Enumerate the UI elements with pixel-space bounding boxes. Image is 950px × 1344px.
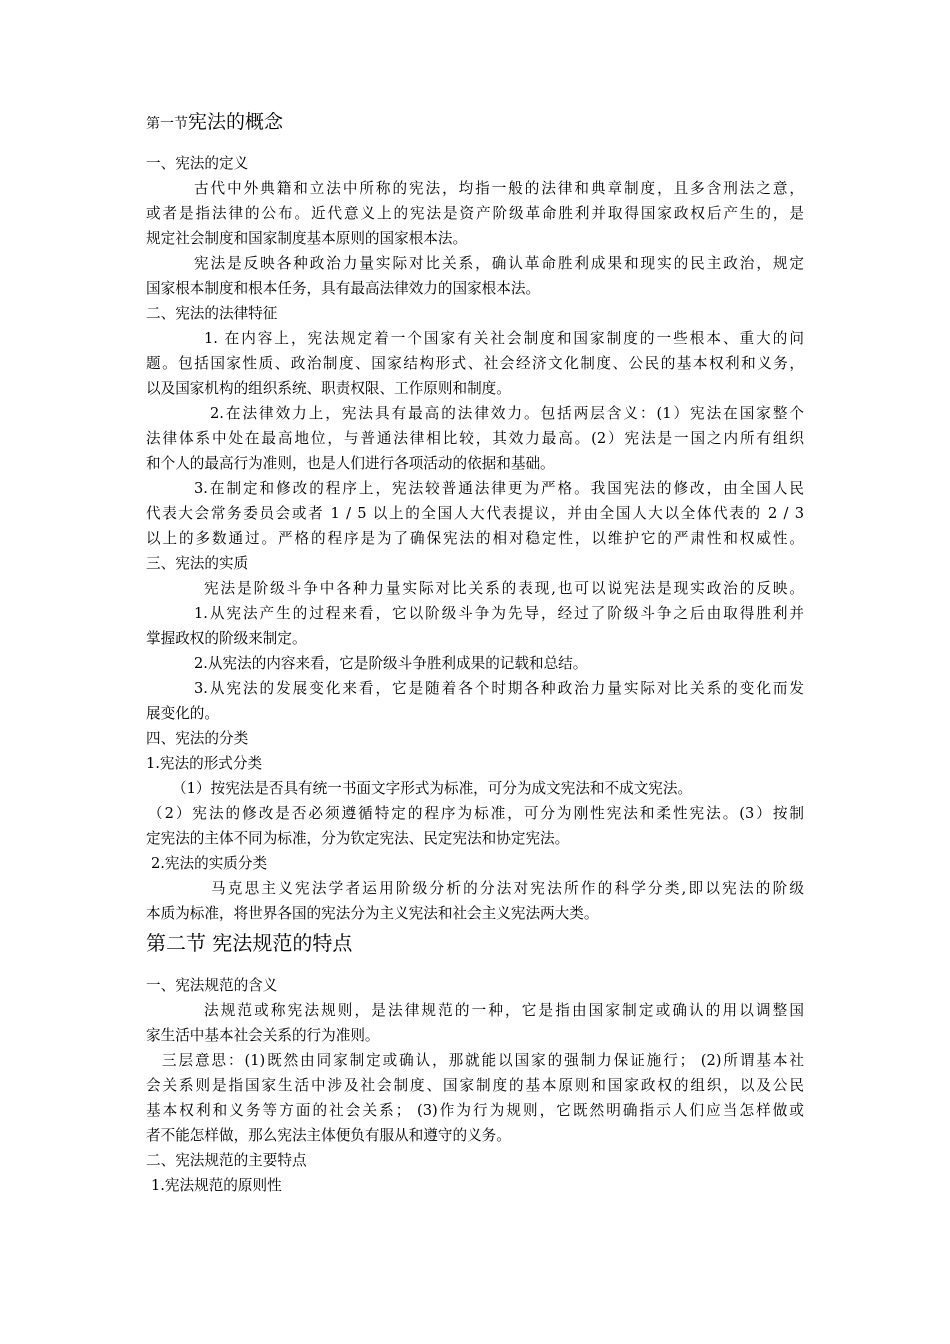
paragraph-line: 基本权利和义务等方面的社会关系； (3)作为行为规则，它既然明确指示人们应当怎样做或	[146, 1102, 804, 1119]
heading-norm-features: 二、宪法规范的主要特点	[146, 1152, 307, 1169]
section-1-title	[146, 108, 283, 138]
paragraph-line: 或者是指法律的公布。近代意义上的宪法是资产阶级革命胜利并取得国家政权后产生的，是	[146, 205, 804, 222]
paragraph-line: 2.从宪法的内容来看，它是阶级斗争胜利成果的记载和总结。	[194, 655, 588, 672]
paragraph-line: 以及国家机构的组织系统、职责权限、工作原则和制度。	[146, 380, 511, 397]
paragraph-line: 定宪法的主体不同为标准，分为钦定宪法、民定宪法和协定宪法。	[146, 830, 570, 847]
paragraph-line: 宪法是反映各种政治力量实际对比关系，确认革命胜利成果和现实的民主政治，规定	[194, 255, 804, 272]
subheading-principle: 1.宪法规范的原则性	[151, 1177, 282, 1194]
paragraph-line: 3.从宪法的发展变化来看，它是随着各个时期各种政治力量实际对比关系的变化而发	[194, 680, 804, 697]
paragraph-line: 规定社会制度和国家制度基本原则的国家根本法。	[146, 230, 468, 247]
paragraph-line: 本质为标准，将世界各国的宪法分为主义宪法和社会主义宪法两大类。	[146, 905, 599, 922]
paragraph-line: 1.从宪法产生的过程来看，它以阶级斗争为先导，经过了阶级斗争之后由取得胜利并	[194, 605, 804, 622]
paragraph-line: （1）按宪法是否具有统一书面文字形式为标准，可分为成文宪法和不成文宪法。	[172, 780, 693, 797]
heading-norm-meaning: 一、宪法规范的含义	[146, 977, 278, 994]
paragraph-line: 法规范或称宪法规则，是法律规范的一种，它是指由国家制定或确认的用以调整国	[204, 1002, 804, 1019]
section-2-title: 第二节 宪法规范的特点	[146, 931, 353, 955]
paragraph-line: 家生活中基本社会关系的行为准则。	[146, 1027, 380, 1044]
paragraph-line: （2）宪法的修改是否必须遵循特定的程序为标准，可分为刚性宪法和柔性宪法。(3）按制	[148, 805, 804, 822]
paragraph-line: 3.在制定和修改的程序上，宪法较普通法律更为严格。我国宪法的修改，由全国人民	[194, 480, 804, 497]
paragraph-line: 以上的多数通过。严格的程序是为了确保宪法的相对稳定性，以维护它的严肃性和权威性。	[146, 530, 804, 547]
paragraph-line: 法律体系中处在最高地位，与普通法律相比较，其效力最高。(2）宪法是一国之内所有组织	[146, 430, 804, 447]
paragraph-line: 者不能怎样做，那么宪法主体便负有服从和遵守的义务。	[146, 1127, 511, 1144]
heading-classification: 四、宪法的分类	[146, 730, 249, 747]
section-1-heading: 宪法的概念	[188, 111, 284, 133]
heading-legal-features: 二、宪法的法律特征	[146, 305, 278, 322]
heading-essence: 三、宪法的实质	[146, 555, 249, 572]
subheading-formal-classification: 1.宪法的形式分类	[146, 755, 263, 772]
paragraph-line: 2.在法律效力上，宪法具有最高的法律效力。包括两层含义：(1）宪法在国家整个	[210, 405, 804, 422]
paragraph-line: 和个人的最高行为准则，也是人们进行各项活动的依据和基础。	[146, 455, 555, 472]
paragraph-line: 代表大会常务委员会或者 1 / 5 以上的全国人大代表提议，并由全国人大以全体代表的 2 / 3	[146, 505, 804, 522]
paragraph-line: 1. 在内容上，宪法规定着一个国家有关社会制度和国家制度的一些根本、重大的问	[204, 330, 804, 347]
paragraph-line: 马克思主义宪法学者运用阶级分析的分法对宪法所作的科学分类,即以宪法的阶级	[211, 880, 804, 897]
paragraph-line: 掌握政权的阶级来制定。	[146, 630, 307, 647]
paragraph-line: 三层意思：(1)既然由同家制定或确认，那就能以国家的强制力保证施行； (2)所谓基本社	[162, 1052, 804, 1069]
paragraph-line: 古代中外典籍和立法中所称的宪法，均指一般的法律和典章制度，且多含刑法之意，	[194, 180, 804, 197]
paragraph-line: 宪法是阶级斗争中各种力量实际对比关系的表现,也可以说宪法是现实政治的反映。	[204, 580, 804, 597]
paragraph-line: 国家根本制度和根本任务，具有最高法律效力的国家根本法。	[146, 280, 541, 297]
heading-definition: 一、宪法的定义	[146, 155, 249, 172]
paragraph-line: 题。包括国家性质、政治制度、国家结构形式、社会经济文化制度、公民的基本权利和义务，	[146, 355, 804, 372]
subheading-substantive-classification: 2.宪法的实质分类	[151, 855, 268, 872]
paragraph-line: 展变化的。	[146, 705, 219, 722]
paragraph-line: 会关系则是指国家生活中涉及社会制度、国家制度的基本原则和国家政权的组织，以及公民	[146, 1077, 804, 1094]
section-1-number: 第一节	[146, 116, 188, 132]
